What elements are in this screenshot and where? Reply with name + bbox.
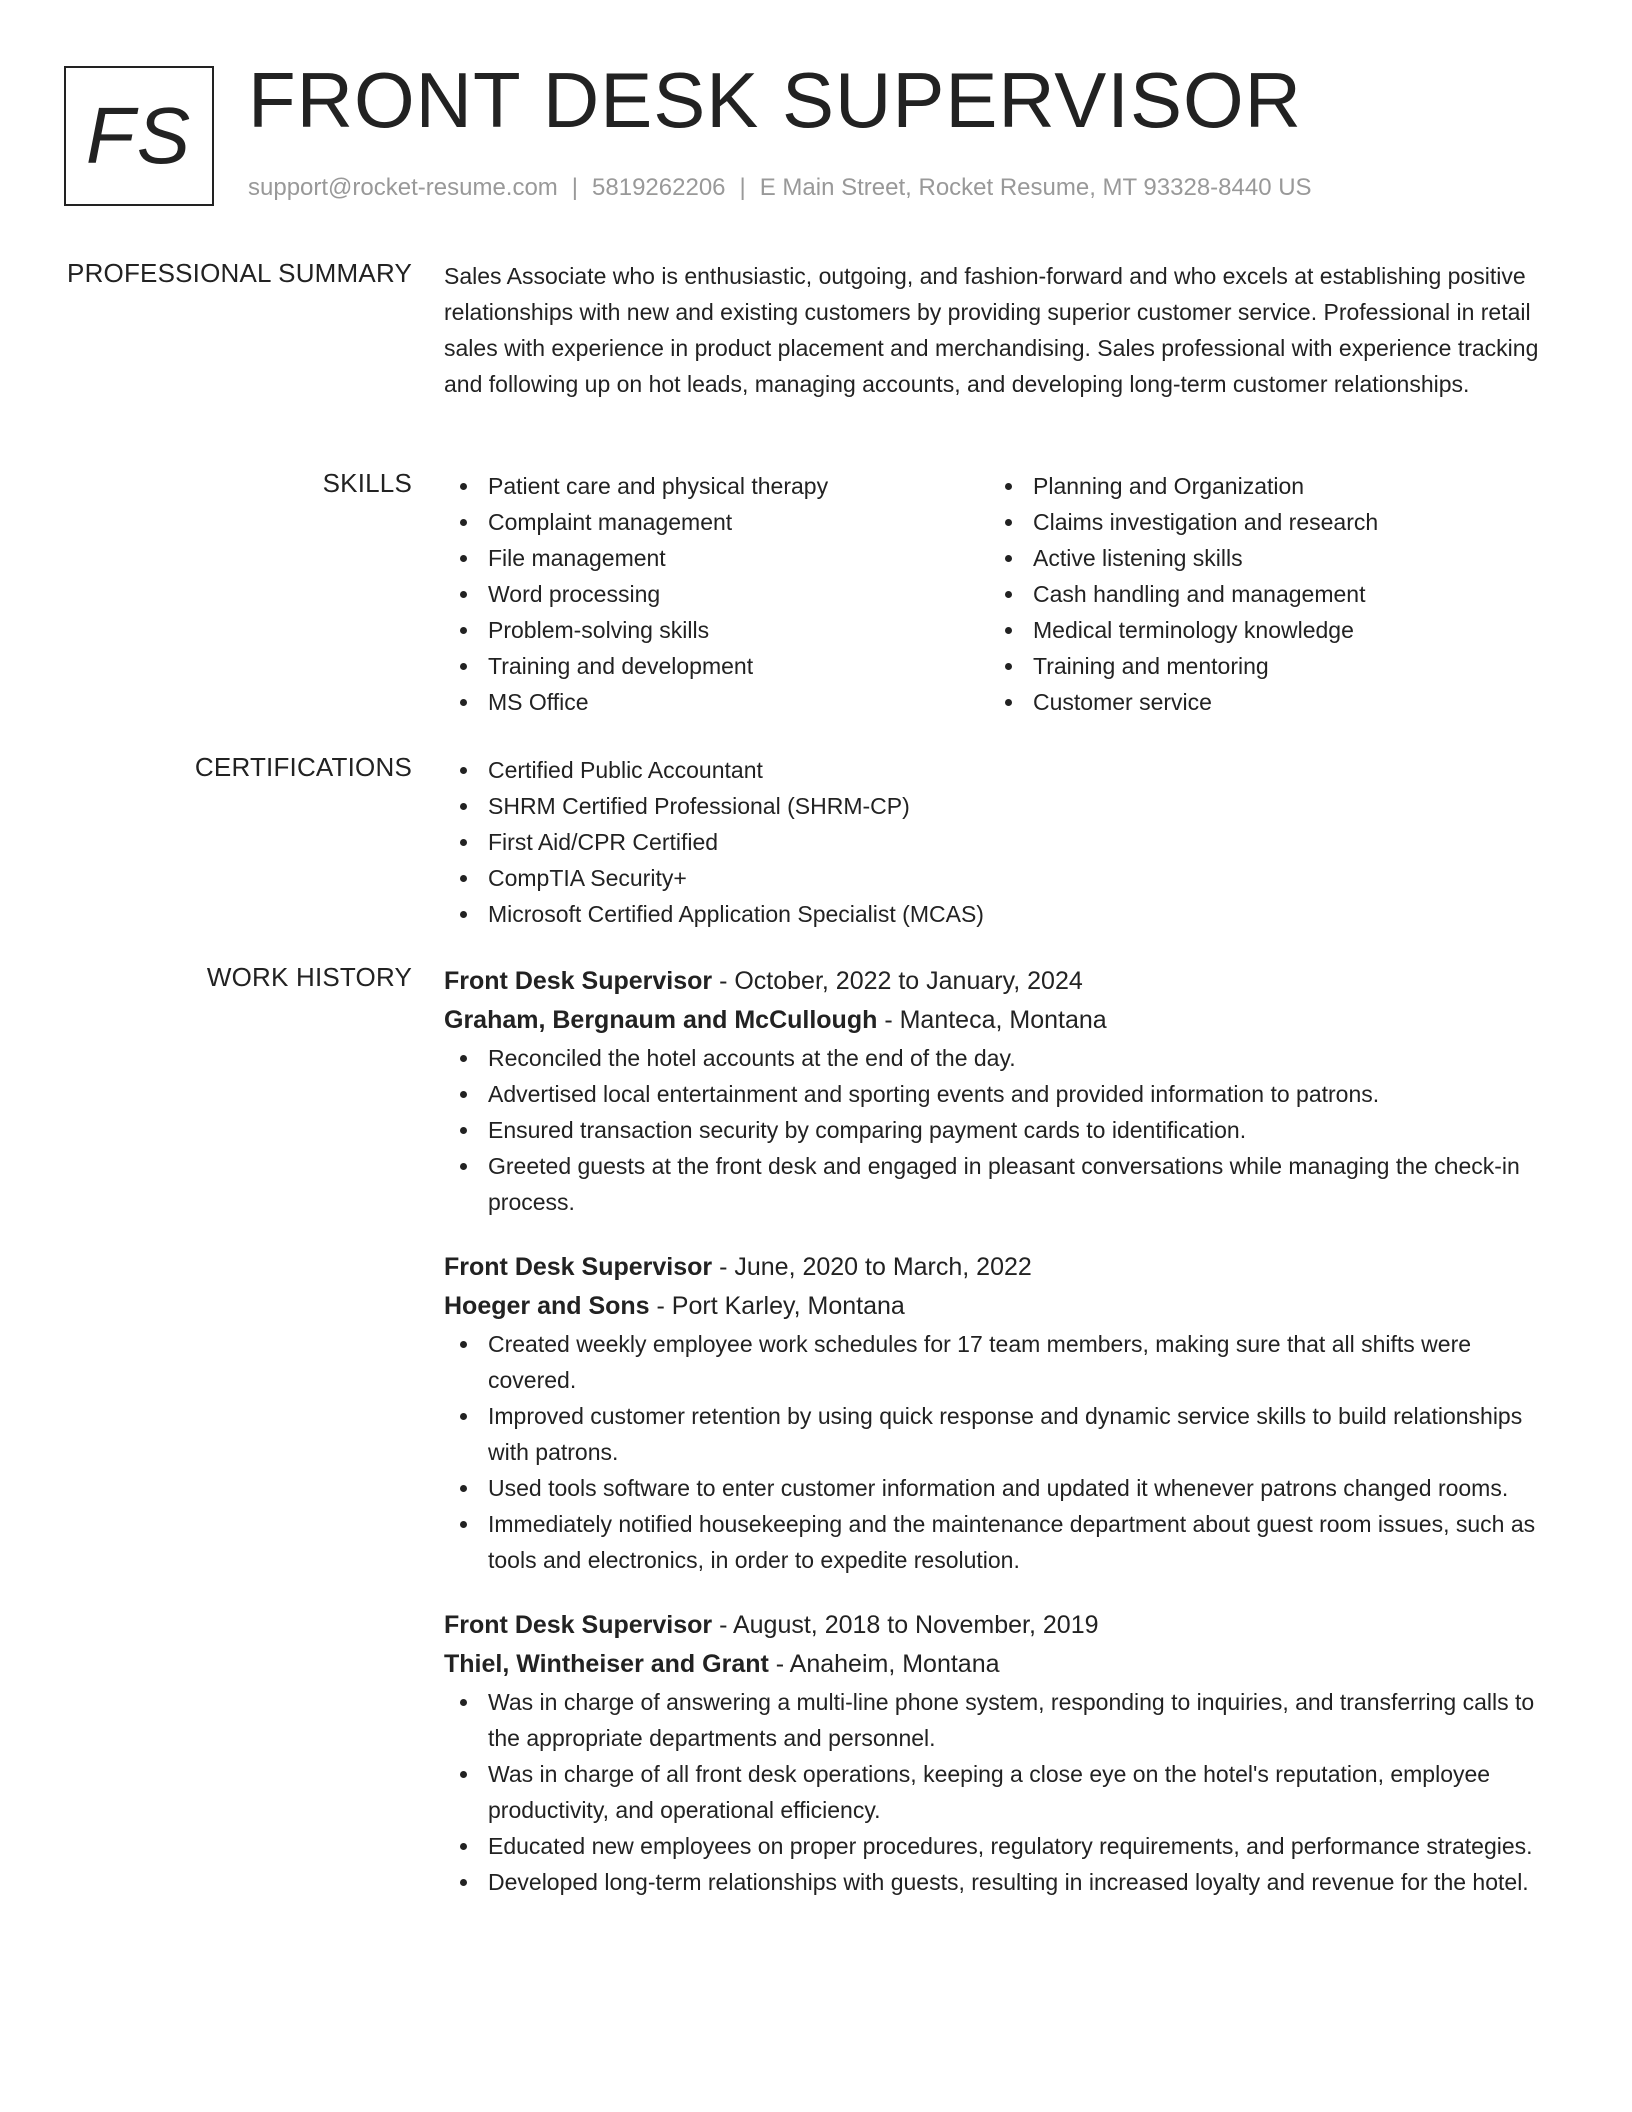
job-entry	[444, 962, 1544, 1220]
skill-item	[444, 576, 989, 612]
list-item-text: Medical terminology knowledge	[1033, 617, 1354, 643]
skills-list-right	[989, 468, 1534, 720]
bullet-dot-icon	[460, 1521, 467, 1528]
job-entry	[444, 1606, 1544, 1900]
job-bullet-item	[444, 1326, 1544, 1398]
section-label-certifications: CERTIFICATIONS	[194, 752, 412, 782]
list-item-text: Patient care and physical therapy	[488, 473, 829, 499]
bullet-dot-icon	[460, 1091, 467, 1098]
contact-address: E Main Street, Rocket Resume, MT 93328-8440 US	[759, 174, 1312, 201]
job-bullet-item	[444, 1470, 1544, 1506]
list-item-text: File management	[488, 545, 666, 571]
list-item-text: Training and development	[488, 653, 754, 679]
bullet-dot-icon	[460, 1055, 467, 1062]
resume-title: FRONT DESK SUPERVISOR	[248, 56, 1303, 144]
job-bullet-item	[444, 1828, 1544, 1864]
bullet-dot-icon	[460, 1413, 467, 1420]
skill-item	[989, 648, 1534, 684]
certification-item	[444, 896, 1544, 932]
bullet-dot-icon	[460, 555, 467, 562]
bullet-dot-icon	[1005, 483, 1012, 490]
skill-item	[989, 468, 1534, 504]
job-bullet-list	[444, 1040, 1544, 1220]
job-bullet-item	[444, 1148, 1544, 1220]
list-item-text: CompTIA Security+	[488, 865, 687, 891]
certifications-body	[444, 752, 1544, 932]
job-bullet-item	[444, 1756, 1544, 1828]
contact-phone: 5819262206	[592, 174, 726, 201]
bullet-dot-icon	[1005, 555, 1012, 562]
bullet-dot-icon	[1005, 663, 1012, 670]
bullet-dot-icon	[460, 803, 467, 810]
list-item-text: Problem-solving skills	[488, 617, 710, 643]
list-item-text: Cash handling and management	[1033, 581, 1366, 607]
job-company: Graham, Bergnaum and McCullough	[444, 1006, 878, 1034]
bullet-dot-icon	[1005, 591, 1012, 598]
skills-body	[444, 468, 1544, 720]
bullet-dot-icon	[460, 1879, 467, 1886]
work-history-body	[444, 962, 1544, 1928]
list-item-text: Training and mentoring	[1033, 653, 1269, 679]
certifications-list	[444, 752, 1544, 932]
skills-list-left	[444, 468, 989, 720]
bullet-dot-icon	[460, 591, 467, 598]
list-item-text: Complaint management	[488, 509, 733, 535]
summary-body	[444, 258, 1544, 402]
bullet-dot-icon	[460, 519, 467, 526]
bullet-dot-icon	[460, 767, 467, 774]
list-item-text: Developed long-term relationships with guests, resulting in increased loyalty and revenue for the hotel.	[488, 1869, 1529, 1895]
job-location: - Anaheim, Montana	[768, 1650, 1000, 1678]
job-title: Front Desk Supervisor	[444, 1253, 713, 1281]
section-label-summary: PROFESSIONAL SUMMARY	[67, 258, 412, 288]
bullet-dot-icon	[460, 1127, 467, 1134]
skill-item	[989, 540, 1534, 576]
skill-item	[444, 648, 989, 684]
bullet-dot-icon	[460, 1485, 467, 1492]
skill-item	[444, 504, 989, 540]
job-title: Front Desk Supervisor	[444, 1611, 713, 1639]
skill-item	[989, 504, 1534, 540]
skill-item	[989, 576, 1534, 612]
list-item-text: Word processing	[488, 581, 661, 607]
job-bullet-list	[444, 1684, 1544, 1900]
job-entry	[444, 1248, 1544, 1578]
bullet-dot-icon	[460, 1163, 467, 1170]
list-item-text: Certified Public Accountant	[488, 757, 763, 783]
skill-item	[444, 468, 989, 504]
bullet-dot-icon	[460, 483, 467, 490]
list-item-text: Used tools software to enter customer information and updated it whenever patrons changed rooms.	[488, 1475, 1509, 1501]
job-bullet-item	[444, 1506, 1544, 1578]
job-title-line	[444, 1248, 1544, 1287]
bullet-dot-icon	[460, 875, 467, 882]
bullet-dot-icon	[460, 1771, 467, 1778]
section-label-work-history: WORK HISTORY	[206, 962, 412, 992]
bullet-dot-icon	[460, 663, 467, 670]
job-bullet-item	[444, 1398, 1544, 1470]
certification-item	[444, 860, 1544, 896]
list-item-text: Advertised local entertainment and sporting events and provided information to patrons.	[488, 1081, 1380, 1107]
list-item-text: Educated new employees on proper procedures, regulatory requirements, and performance strategies.	[488, 1833, 1533, 1859]
job-bullet-item	[444, 1076, 1544, 1112]
bullet-dot-icon	[1005, 699, 1012, 706]
list-item-text: Created weekly employee work schedules for 17 team members, making sure that all shifts were covered.	[488, 1331, 1472, 1393]
bullet-dot-icon	[460, 1699, 467, 1706]
certification-item	[444, 788, 1544, 824]
list-item-text: Improved customer retention by using quick response and dynamic service skills to build relationships with patrons.	[488, 1403, 1523, 1465]
job-dates: - June, 2020 to March, 2022	[712, 1253, 1032, 1281]
bullet-dot-icon	[460, 911, 467, 918]
bullet-dot-icon	[1005, 519, 1012, 526]
job-bullet-list	[444, 1326, 1544, 1578]
bullet-dot-icon	[460, 839, 467, 846]
list-item-text: Planning and Organization	[1033, 473, 1305, 499]
contact-separator: |	[739, 174, 746, 201]
list-item-text: Active listening skills	[1033, 545, 1243, 571]
job-bullet-item	[444, 1040, 1544, 1076]
list-item-text: Reconciled the hotel accounts at the end of the day.	[488, 1045, 1016, 1071]
bullet-dot-icon	[460, 627, 467, 634]
job-dates: - October, 2022 to January, 2024	[712, 967, 1083, 995]
list-item-text: Ensured transaction security by comparing payment cards to identification.	[488, 1117, 1247, 1143]
section-label-skills: SKILLS	[322, 468, 412, 498]
job-company-line	[444, 1001, 1544, 1040]
list-item-text: Microsoft Certified Application Specialist (MCAS)	[488, 901, 984, 927]
bullet-dot-icon	[460, 1843, 467, 1850]
job-bullet-item	[444, 1864, 1544, 1900]
list-item-text: MS Office	[488, 689, 589, 715]
job-title-line	[444, 962, 1544, 1001]
monogram-logo: FS	[64, 66, 214, 206]
job-title-line	[444, 1606, 1544, 1645]
list-item-text: SHRM Certified Professional (SHRM-CP)	[488, 793, 910, 819]
job-bullet-item	[444, 1112, 1544, 1148]
list-item-text: Was in charge of all front desk operations, keeping a close eye on the hotel's reputation, employee productivity, and operational efficiency.	[488, 1761, 1491, 1823]
job-dates: - August, 2018 to November, 2019	[712, 1611, 1099, 1639]
job-title: Front Desk Supervisor	[444, 967, 713, 995]
bullet-dot-icon	[460, 1341, 467, 1348]
certification-item	[444, 824, 1544, 860]
skill-item	[444, 684, 989, 720]
contact-line	[248, 174, 1312, 202]
bullet-dot-icon	[1005, 627, 1012, 634]
bullet-dot-icon	[460, 699, 467, 706]
job-company-line	[444, 1645, 1544, 1684]
skill-item	[989, 612, 1534, 648]
skill-item	[444, 540, 989, 576]
job-company: Thiel, Wintheiser and Grant	[444, 1650, 769, 1678]
job-company: Hoeger and Sons	[444, 1292, 650, 1320]
list-item-text: Was in charge of answering a multi-line phone system, responding to inquiries, and transferring calls to the appropriate departments and personnel.	[488, 1689, 1535, 1751]
skill-item	[444, 612, 989, 648]
list-item-text: Immediately notified housekeeping and the maintenance department about guest room issues, such as tools and electronics, in order to expedite resolution.	[488, 1511, 1536, 1573]
job-bullet-item	[444, 1684, 1544, 1756]
summary-text: Sales Associate who is enthusiastic, outgoing, and fashion-forward and who excels at establishing positive relationships with new and existing customers by providing superior customer service. Professional in retail sales with experience in product placement and merchandising. Sales professional with experience tracking and following up on hot leads, managing accounts, and developing long-term customer relationships.	[444, 263, 1539, 397]
skill-item	[989, 684, 1534, 720]
list-item-text: Claims investigation and research	[1033, 509, 1379, 535]
job-company-line	[444, 1287, 1544, 1326]
contact-separator: |	[571, 174, 579, 201]
certification-item	[444, 752, 1544, 788]
list-item-text: First Aid/CPR Certified	[488, 829, 719, 855]
list-item-text: Greeted guests at the front desk and engaged in pleasant conversations while managing the check-in process.	[488, 1153, 1520, 1215]
job-location: - Manteca, Montana	[877, 1006, 1107, 1034]
list-item-text: Customer service	[1033, 689, 1212, 715]
job-location: - Port Karley, Montana	[649, 1292, 905, 1320]
contact-email: support@rocket-resume.com	[248, 174, 558, 201]
